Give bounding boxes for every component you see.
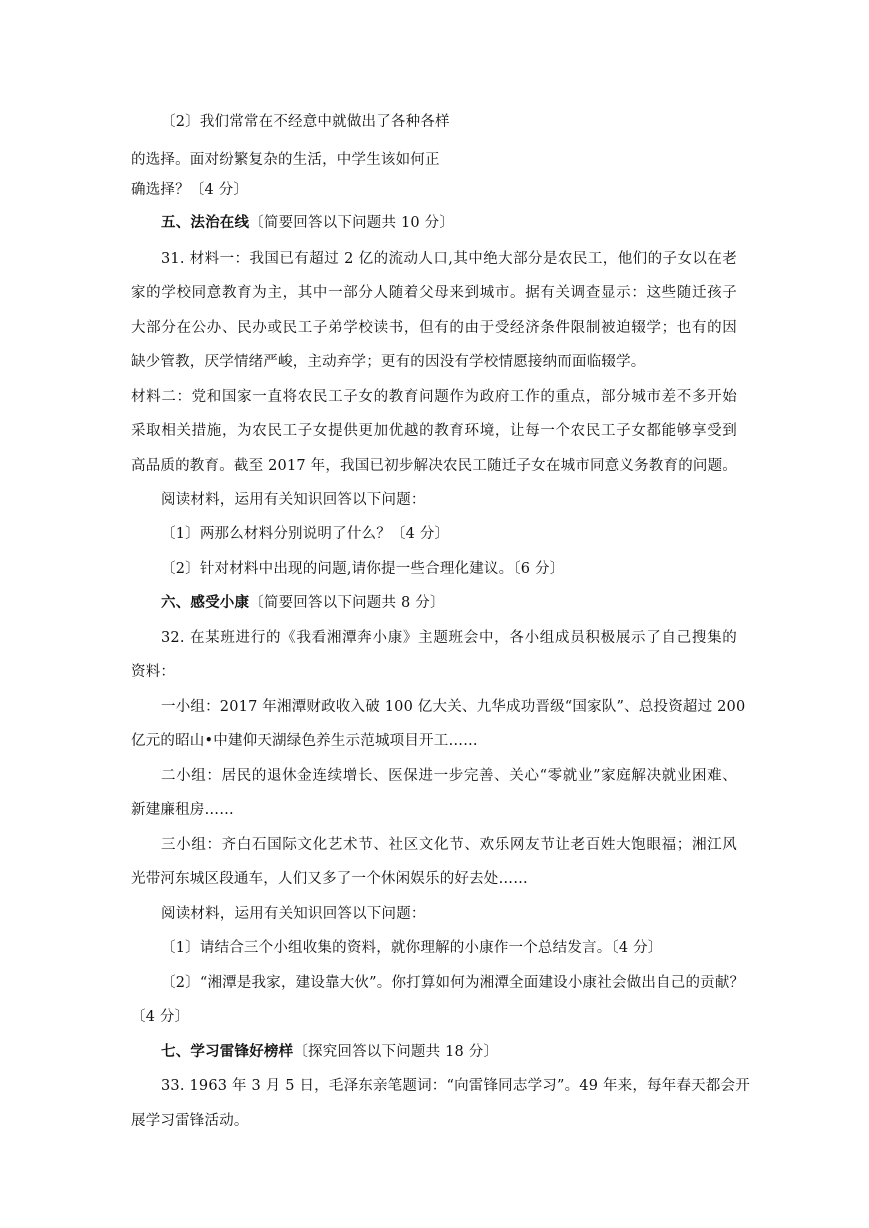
q32-group1-line1: 一小组：2017 年湘潭财政收入破 100 亿大关、九华成功晋级“国家队”、总投资超过 200 <box>161 699 746 715</box>
q31-material2-line2: 采取相关措施，为农民工子女提供更加优越的教育环境，让每一个农民工子女都能够享受到 <box>131 423 737 439</box>
q31-material2-line3: 高品质的教育。截至 2017 年，我国已初步解决农民工随迁子女在城市同意义务教育的问题。 <box>131 458 737 474</box>
section5-title: 五、法治在线 <box>161 214 250 231</box>
q32-intro-line2: 资料： <box>131 664 176 680</box>
q30-part2-line2: 的选择。面对纷繁复杂的生活，中学生该如何正 <box>131 152 440 168</box>
q32-group2-line2: 新建廉租房…… <box>131 802 234 818</box>
q33-line1: 33. 1963 年 3 月 5 日，毛泽东亲笔题词：“向雷锋同志学习”。49 年来，每年春天都会开 <box>161 1078 750 1094</box>
section5-note: 〔简要回答以下问题共 10 分〕 <box>249 215 455 231</box>
q32-prompt: 阅读材料，运用有关知识回答以下问题： <box>161 906 426 922</box>
q32-group3-line1: 三小组：齐白石国际文化艺术节、社区文化节、欢乐网友节让老百姓大饱眼福；湘江风 <box>161 837 737 853</box>
q31-material1-line3: 大部分在公办、民办或民工子弟学校读书，但有的由于受经济条件限制被迫辍学；也有的因 <box>131 320 737 336</box>
q31-material1-line1: 31. 材料一：我国已有超过 2 亿的流动人口,其中绝大部分是农民工，他们的子女以在老 <box>161 251 737 267</box>
section6-note: 〔简要回答以下问题共 8 分〕 <box>249 595 445 611</box>
section7-note: 〔探究回答以下问题共 18 分〕 <box>293 1044 499 1060</box>
section7-heading <box>161 1042 498 1062</box>
q31-prompt: 阅读材料，运用有关知识回答以下问题： <box>161 492 426 508</box>
q32-group1-line2: 亿元的昭山•中建仰天湖绿色养生示范城项目开工…… <box>131 733 478 749</box>
q32-question2-line2: 〔4 分〕 <box>131 1009 190 1025</box>
q32-group2-line1: 二小组：居民的退休金连续增长、医保进一步完善、关心“零就业”家庭解决就业困难、 <box>161 768 737 784</box>
q32-question2-line1: 〔2〕“湘潭是我家，建设靠大伙”。你打算如何为湘潭全面建设小康社会做出自己的贡献？ <box>161 975 745 991</box>
q32-question1: 〔1〕请结合三个小组收集的资料，就你理解的小康作一个总结发言。〔4 分〕 <box>161 940 663 956</box>
q31-question1: 〔1〕两那么材料分别说明了什么？〔4 分〕 <box>161 526 450 542</box>
q32-group3-line2: 光带河东城区段通车，人们又多了一个休闲娱乐的好去处…… <box>131 871 528 887</box>
q32-intro-line1: 32. 在某班进行的《我看湘潭奔小康》主题班会中，各小组成员积极展示了自己搜集的 <box>161 630 737 646</box>
q33-line2: 展学习雷锋活动。 <box>131 1113 249 1129</box>
q31-material2-line1: 材料二：党和国家一直将农民工子女的教育问题作为政府工作的重点，部分城市差不多开始 <box>131 389 737 405</box>
section6-title: 六、感受小康 <box>161 594 250 611</box>
section5-heading <box>161 213 454 233</box>
section6-heading <box>161 593 445 613</box>
q30-part2-line3: 确选择？〔4 分〕 <box>131 182 249 198</box>
q31-material1-line2: 家的学校同意教育为主，其中一部分人随着父母来到城市。据有关调查显示：这些随迁孩子 <box>131 285 737 301</box>
section7-title: 七、学习雷锋好榜样 <box>161 1043 294 1060</box>
q31-question2: 〔2〕针对材料中出现的问题,请你提一些合理化建议。〔6 分〕 <box>161 561 565 577</box>
q31-material1-line4: 缺少管教，厌学情绪严峻，主动弃学；更有的因没有学校情愿接纳而面临辍学。 <box>131 354 646 370</box>
q30-part2-line1: 〔2〕我们常常在不经意中就做出了各种各样 <box>161 114 450 130</box>
